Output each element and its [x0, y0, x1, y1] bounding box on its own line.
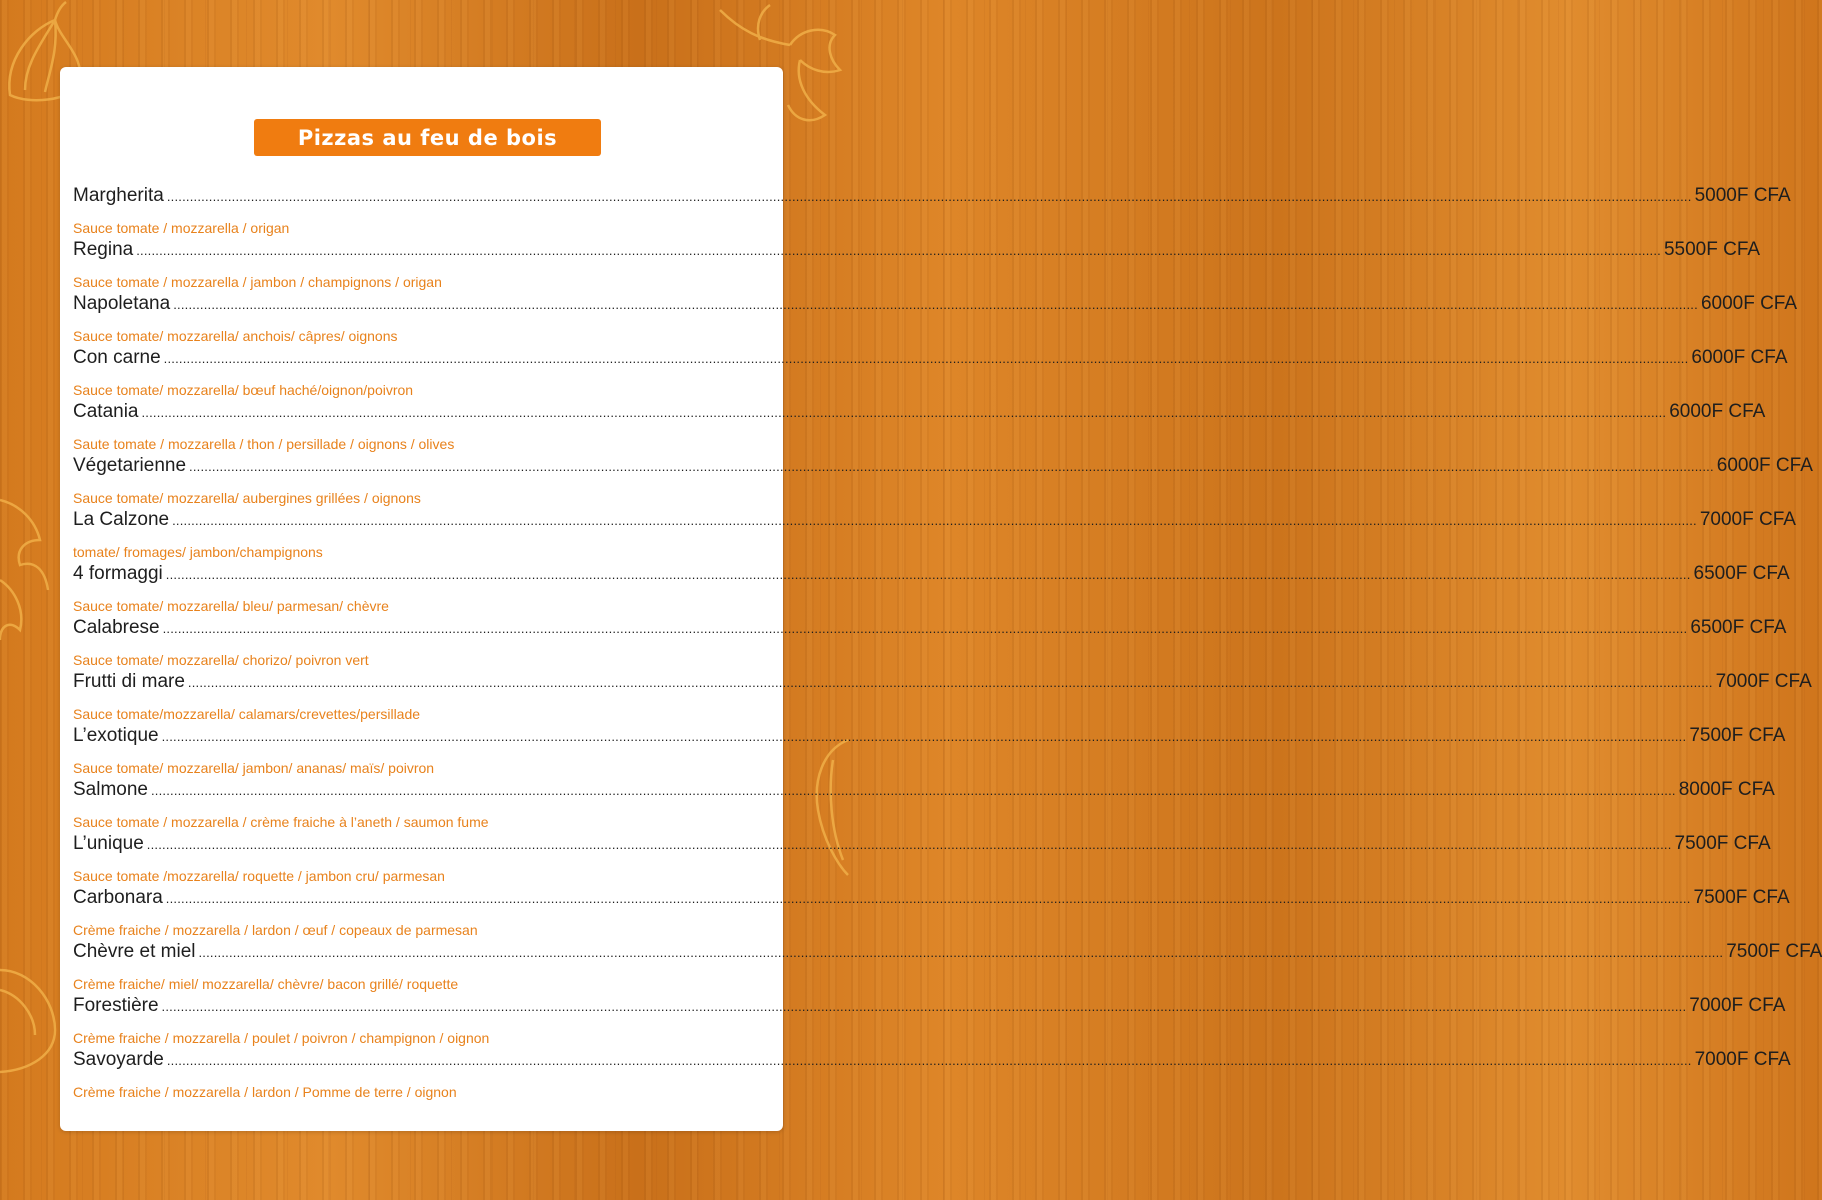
menu-item-row [73, 779, 1775, 811]
menu-item-row [73, 509, 1796, 541]
pizza-price: 5000F CFA [1694, 185, 1791, 206]
pizza-name: Con carne [73, 347, 161, 368]
pizza-ingredients: Crème fraiche / mozzarella / lardon / œuf / copeaux de parmesan [73, 922, 478, 938]
pizza-name: Calabrese [73, 617, 160, 638]
dot-leader: ................................................................................................................................................................................................................................................................................................................................................................................................................ [173, 297, 1698, 312]
dot-leader: ................................................................................................................................................................................................................................................................................................................................................................................................................ [161, 729, 1687, 744]
dot-leader: ................................................................................................................................................................................................................................................................................................................................................................................................................ [162, 621, 1688, 636]
menu-item [73, 887, 1790, 941]
pizza-name: Salmone [73, 779, 148, 800]
menu-item-row [73, 617, 1787, 649]
menu-item-row [73, 239, 1761, 271]
pizza-price: 6000F CFA [1716, 455, 1813, 476]
pizza-ingredients: Crème fraiche/ miel/ mozzarella/ chèvre/ bacon grillé/ roquette [73, 976, 459, 992]
pizza-ingredients: Sauce tomate/mozzarella/ calamars/crevettes/persillade [73, 706, 421, 722]
menu-item [73, 617, 1787, 671]
pizza-name: Frutti di mare [73, 671, 185, 692]
pizza-price: 6500F CFA [1693, 563, 1790, 584]
pizza-ingredients: Sauce tomate/ mozzarella/ bleu/ parmesan/ chèvre [73, 598, 389, 614]
pizza-price: 7500F CFA [1674, 833, 1771, 854]
pizza-price: 7000F CFA [1699, 509, 1796, 530]
dot-leader: ................................................................................................................................................................................................................................................................................................................................................................................................................ [161, 999, 1687, 1014]
menu-item [73, 239, 1761, 293]
menu-item [73, 185, 1791, 239]
menu-title: Pizzas au feu de bois [254, 119, 601, 156]
pizza-ingredients: Sauce tomate / mozzarella / origan [73, 220, 290, 236]
pizza-ingredients: Crème fraiche / mozzarella / lardon / Pomme de terre / oignon [73, 1084, 457, 1100]
pizza-name: Végetarienne [73, 455, 187, 476]
pizza-name: La Calzone [73, 509, 170, 530]
dot-leader: ................................................................................................................................................................................................................................................................................................................................................................................................................ [165, 567, 1691, 582]
dot-leader: ................................................................................................................................................................................................................................................................................................................................................................................................................ [166, 1053, 1692, 1068]
parsley-drawing-left-icon [0, 480, 60, 650]
dot-leader: ................................................................................................................................................................................................................................................................................................................................................................................................................ [198, 945, 1724, 960]
menu-items-list [73, 185, 1822, 1103]
dot-leader: ................................................................................................................................................................................................................................................................................................................................................................................................................ [165, 891, 1691, 906]
menu-item-row [73, 671, 1812, 703]
pizza-name: Chèvre et miel [73, 941, 196, 962]
menu-item-row [73, 455, 1813, 487]
menu-item [73, 833, 1771, 887]
pizza-ingredients: Sauce tomate /mozzarella/ roquette / jambon cru/ parmesan [73, 868, 445, 884]
pizza-name: Margherita [73, 185, 164, 206]
menu-item [73, 725, 1786, 779]
menu-item-row [73, 563, 1790, 595]
dot-leader: ................................................................................................................................................................................................................................................................................................................................................................................................................ [187, 675, 1713, 690]
menu-item-row [73, 887, 1790, 919]
pizza-price: 7000F CFA [1694, 1049, 1791, 1070]
dot-leader: ................................................................................................................................................................................................................................................................................................................................................................................................................ [189, 459, 1714, 474]
menu-item-row [73, 941, 1822, 973]
pizza-ingredients: Sauce tomate / mozzarella / jambon / champignons / origan [73, 274, 442, 290]
pizza-name: 4 formaggi [73, 563, 163, 584]
pizza-name: L’unique [73, 833, 144, 854]
pizza-price: 7500F CFA [1689, 725, 1786, 746]
menu-item-row [73, 185, 1791, 217]
menu-item [73, 401, 1766, 455]
menu-item-row [73, 401, 1766, 433]
menu-item-row [73, 725, 1786, 757]
menu-item [73, 347, 1788, 401]
menu-item [73, 995, 1786, 1049]
garlic-drawing-icon [0, 960, 60, 1080]
pizza-price: 7000F CFA [1715, 671, 1812, 692]
pizza-price: 7000F CFA [1689, 995, 1786, 1016]
pizza-price: 6000F CFA [1700, 293, 1798, 314]
pizza-ingredients: Sauce tomate/ mozzarella/ chorizo/ poivron vert [73, 652, 369, 668]
pizza-name: Savoyarde [73, 1049, 164, 1070]
pizza-ingredients: Saute tomate / mozzarella / thon / persillade / oignons / olives [73, 436, 455, 452]
dot-leader: ................................................................................................................................................................................................................................................................................................................................................................................................................ [163, 351, 1689, 366]
dot-leader: ................................................................................................................................................................................................................................................................................................................................................................................................................ [166, 189, 1692, 204]
pizza-name: L’exotique [73, 725, 159, 746]
pizza-ingredients: Crème fraiche / mozzarella / poulet / poivron / champignon / oignon [73, 1030, 490, 1046]
pizza-price: 6500F CFA [1690, 617, 1787, 638]
pizza-price: 8000F CFA [1678, 779, 1775, 800]
pizza-price: 7500F CFA [1726, 941, 1822, 962]
menu-item [73, 1049, 1791, 1103]
pizza-name: Napoletana [73, 293, 171, 314]
pizza-price: 6000F CFA [1669, 401, 1766, 422]
pizza-ingredients: Sauce tomate / mozzarella / crème fraiche à l’aneth / saumon fume [73, 814, 489, 830]
dot-leader: ................................................................................................................................................................................................................................................................................................................................................................................................................ [172, 513, 1697, 528]
menu-card [60, 67, 1822, 1131]
pizza-name: Regina [73, 239, 134, 260]
menu-item [73, 671, 1812, 725]
menu-item-row [73, 833, 1771, 865]
dot-leader: ................................................................................................................................................................................................................................................................................................................................................................................................................ [151, 783, 1676, 798]
menu-item [73, 779, 1775, 833]
pizza-price: 7500F CFA [1693, 887, 1790, 908]
pizza-ingredients: Sauce tomate/ mozzarella/ jambon/ ananas/ maïs/ poivron [73, 760, 435, 776]
pizza-name: Catania [73, 401, 139, 422]
dot-leader: ................................................................................................................................................................................................................................................................................................................................................................................................................ [141, 405, 1667, 420]
menu-item [73, 941, 1822, 995]
pizza-price: 6000F CFA [1691, 347, 1788, 368]
pizza-name: Carbonara [73, 887, 163, 908]
dot-leader: ................................................................................................................................................................................................................................................................................................................................................................................................................ [146, 837, 1672, 852]
pizza-ingredients: Sauce tomate/ mozzarella/ anchois/ câpres/ oignons [73, 328, 398, 344]
menu-item-row [73, 995, 1786, 1027]
menu-item-row [73, 293, 1798, 325]
pizza-ingredients: Sauce tomate/ mozzarella/ bœuf haché/oignon/poivron [73, 382, 414, 398]
menu-item-row [73, 347, 1788, 379]
dot-leader: ................................................................................................................................................................................................................................................................................................................................................................................................................ [136, 243, 1661, 258]
pizza-ingredients: tomate/ fromages/ jambon/champignons [73, 544, 323, 560]
pizza-name: Forestière [73, 995, 159, 1016]
pepper-drawing-icon [783, 730, 848, 880]
menu-item-row [73, 1049, 1791, 1081]
menu-item [73, 293, 1798, 347]
menu-item [73, 455, 1813, 509]
menu-item [73, 509, 1796, 563]
menu-item [73, 563, 1790, 617]
pizza-ingredients: Sauce tomate/ mozzarella/ aubergines grillées / oignons [73, 490, 421, 506]
pizza-price: 5500F CFA [1663, 239, 1761, 260]
